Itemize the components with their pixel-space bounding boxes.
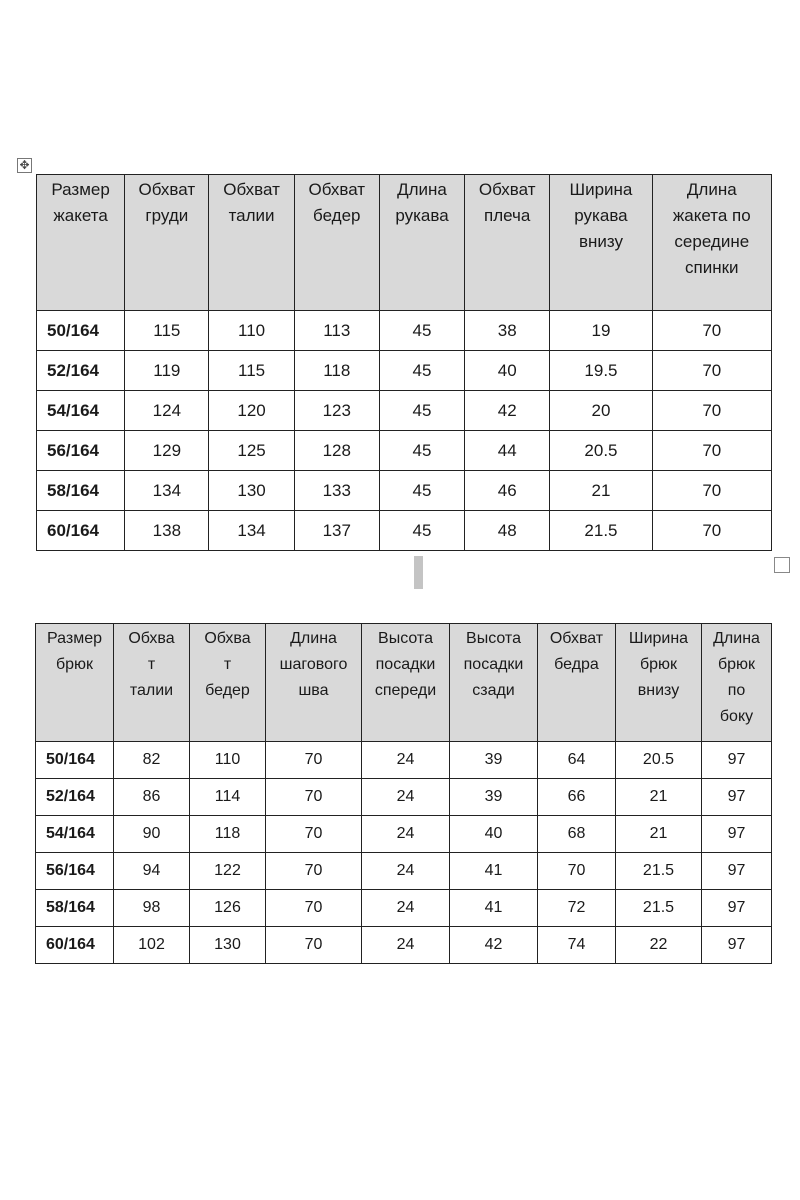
table-cell: 20.5 [616,742,702,779]
pants-size-table [35,623,772,964]
table-cell: 128 [294,431,379,471]
table-cell: 45 [379,471,464,511]
column-header-line: внизу [578,232,623,251]
table-cell: 21.5 [616,853,702,890]
table-cell: 41 [450,890,538,927]
table-cell: 45 [379,511,464,551]
column-header-line: Обхват [549,630,604,647]
table-row [36,742,772,779]
table-row [36,927,772,964]
table-cell: 126 [190,890,266,927]
table-cell: 39 [450,779,538,816]
column-header-line: боку [719,708,754,725]
table-cell: 46 [465,471,550,511]
column-header-line: бедра [554,656,599,673]
table-cell: 133 [294,471,379,511]
column-header-line: по [727,682,746,699]
column-header [379,175,464,311]
table-cell: 48 [465,511,550,551]
column-header [36,624,114,742]
table-cell: 122 [190,853,266,890]
header-row [37,175,772,311]
table-cell: 124 [125,391,209,431]
table-cell: 42 [450,927,538,964]
column-header [266,624,362,742]
table-cell: 115 [209,351,294,391]
table-cell: 129 [125,431,209,471]
column-header-line: Обхват [478,180,536,199]
table-row [37,431,772,471]
table-row [36,816,772,853]
column-header-line: Ширина [569,180,633,199]
table-cell: 45 [379,431,464,471]
pants-table-header [36,624,772,742]
table-cell: 64 [538,742,616,779]
column-header [362,624,450,742]
table-cell: 125 [209,431,294,471]
table-cell: 70 [652,351,771,391]
column-header-line: брюк [639,656,678,673]
column-header-line: Ширина [628,630,689,647]
column-header-line: бедер [205,682,250,699]
jacket-table-header [37,175,772,311]
column-header-line: посадки [463,656,524,673]
column-header-line: рукава [395,206,449,225]
table-cell: 70 [266,779,362,816]
pants-table-body [36,742,772,964]
column-header-line: жакета по [672,206,751,225]
size-cell: 54/164 [36,816,114,853]
table-row [37,311,772,351]
column-header-line: Размер [47,630,102,647]
table-cell: 74 [538,927,616,964]
table-cell: 24 [362,853,450,890]
column-header [209,175,294,311]
table-row [36,779,772,816]
table-cell: 70 [652,471,771,511]
table-cell: 110 [190,742,266,779]
table-move-handle-icon[interactable]: ✥ [17,158,32,173]
table-cell: 21.5 [550,511,652,551]
column-header-line: бедер [313,206,361,225]
table-cell: 39 [450,742,538,779]
table-cell: 21 [550,471,652,511]
jacket-table-body [37,311,772,551]
table-cell: 40 [450,816,538,853]
column-header-line: талии [129,682,174,699]
table-cell: 21 [616,816,702,853]
column-header-line: талии [228,206,275,225]
column-header-line: Обхват [223,180,280,199]
table-cell: 38 [465,311,550,351]
table-cell: 94 [114,853,190,890]
table-row [36,853,772,890]
size-cell: 50/164 [37,311,125,351]
table-cell: 70 [266,742,362,779]
table-cell: 82 [114,742,190,779]
column-header-line: Обхва [128,630,175,647]
table-cell: 97 [702,779,772,816]
table-cell: 120 [209,391,294,431]
column-header-line: т [147,656,156,673]
column-header [37,175,125,311]
table-cell: 70 [266,927,362,964]
size-cell: 58/164 [36,890,114,927]
table-cell: 68 [538,816,616,853]
table-cell: 44 [465,431,550,471]
table-resize-handle-icon[interactable] [774,557,790,573]
column-header-line: т [223,656,232,673]
table-cell: 72 [538,890,616,927]
column-header [465,175,550,311]
table-cell: 70 [652,511,771,551]
column-header [294,175,379,311]
column-header-line: Обхват [308,180,366,199]
column-header [702,624,772,742]
table-cell: 97 [702,816,772,853]
header-row [36,624,772,742]
table-cell: 115 [125,311,209,351]
column-header [616,624,702,742]
table-cell: 45 [379,351,464,391]
table-cell: 97 [702,742,772,779]
table-cell: 70 [266,853,362,890]
column-header [125,175,209,311]
table-cell: 45 [379,311,464,351]
column-header [450,624,538,742]
table-cell: 24 [362,742,450,779]
column-header-line: Длина [397,180,447,199]
table-cell: 118 [190,816,266,853]
table-cell: 98 [114,890,190,927]
column-header-line: брюк [717,656,756,673]
table-cell: 45 [379,391,464,431]
size-cell: 50/164 [36,742,114,779]
table-cell: 90 [114,816,190,853]
jacket-size-table [36,174,772,551]
column-header-line: шва [298,682,329,699]
table-cell: 20 [550,391,652,431]
size-cell: 60/164 [37,511,125,551]
table-cell: 138 [125,511,209,551]
column-header [538,624,616,742]
size-cell: 56/164 [36,853,114,890]
column-header [190,624,266,742]
table-cell: 21 [616,779,702,816]
column-header-line: рукава [574,206,628,225]
table-cell: 21.5 [616,890,702,927]
table-cell: 70 [652,311,771,351]
column-header [114,624,190,742]
column-header-line: сзади [472,682,515,699]
table-row [37,511,772,551]
column-header-line: середине [674,232,750,251]
size-cell: 56/164 [37,431,125,471]
column-header-line: Длина [686,180,737,199]
table-cell: 134 [125,471,209,511]
table-cell: 40 [465,351,550,391]
table-cell: 66 [538,779,616,816]
table-cell: 19 [550,311,652,351]
table-cell: 20.5 [550,431,652,471]
column-header-line: Обхва [204,630,251,647]
table-cell: 24 [362,927,450,964]
table-row [36,890,772,927]
table-cell: 110 [209,311,294,351]
column-header [550,175,652,311]
column-header-line: Высота [466,630,521,647]
table-row [37,351,772,391]
table-cell: 97 [702,853,772,890]
column-header [652,175,771,311]
table-cell: 97 [702,927,772,964]
size-cell: 60/164 [36,927,114,964]
column-header-line: Высота [378,630,433,647]
table-cell: 113 [294,311,379,351]
table-cell: 102 [114,927,190,964]
table-cell: 24 [362,816,450,853]
column-header-line: шагового [279,656,348,673]
column-header-line: посадки [375,656,436,673]
table-cell: 24 [362,890,450,927]
table-cell: 70 [652,391,771,431]
table-cell: 123 [294,391,379,431]
table-cell: 130 [190,927,266,964]
column-header-line: спереди [374,682,437,699]
table-cell: 70 [538,853,616,890]
table-cell: 41 [450,853,538,890]
table-cell: 119 [125,351,209,391]
column-header-line: груди [145,206,189,225]
table-cell: 97 [702,890,772,927]
table-cell: 70 [266,890,362,927]
table-cell: 42 [465,391,550,431]
table-cell: 70 [652,431,771,471]
table-cell: 130 [209,471,294,511]
column-header-line: жакета [53,206,108,225]
size-cell: 58/164 [37,471,125,511]
table-cell: 134 [209,511,294,551]
table-cell: 137 [294,511,379,551]
table-row [37,471,772,511]
column-header-line: Длина [713,630,760,647]
table-cell: 24 [362,779,450,816]
column-header-line: плеча [484,206,531,225]
column-header-line: Обхват [138,180,196,199]
column-header-line: внизу [637,682,680,699]
table-cell: 86 [114,779,190,816]
table-split-indicator [414,556,423,589]
size-cell: 52/164 [36,779,114,816]
column-header-line: спинки [685,258,739,277]
table-cell: 19.5 [550,351,652,391]
table-cell: 22 [616,927,702,964]
column-header-line: Размер [51,180,110,199]
size-cell: 54/164 [37,391,125,431]
table-cell: 114 [190,779,266,816]
size-cell: 52/164 [37,351,125,391]
column-header-line: Длина [290,630,337,647]
table-cell: 70 [266,816,362,853]
column-header-line: брюк [55,656,94,673]
table-row [37,391,772,431]
table-cell: 118 [294,351,379,391]
